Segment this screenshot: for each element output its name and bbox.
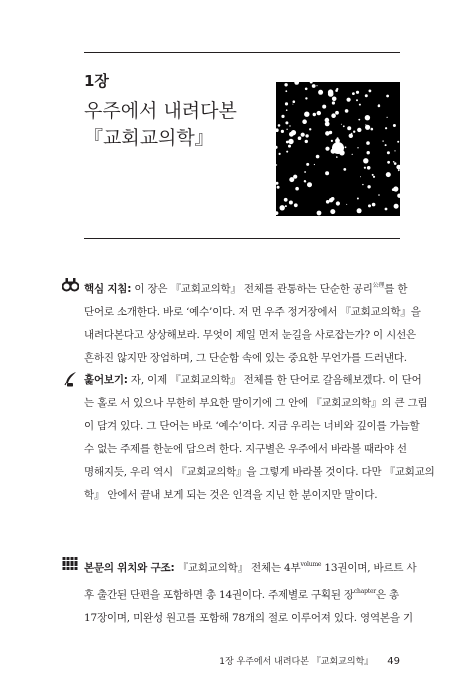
text-line: 학』 안에서 끝내 보게 되는 것은 인격을 지닌 한 분이지만 말이다. [84,489,378,501]
chapter-title-line-1: 우주에서 내려다본 [84,100,237,122]
text-line: 핵심 지침: 이 장은 『교회교의학』 전체를 관통하는 단순한 공리$^{公理}$를 한 [84,282,408,295]
text-line: 수 없는 주제를 한눈에 담으려 한다. 지구별은 우주에서 바라볼 때라야 선 [84,443,407,455]
section-heading: 핵심 지침: [84,283,132,295]
hanja-annotation: 公理 [372,282,385,289]
text-line: 훑어보기: 자, 이제 『교회교의학』 전체를 한 단어로 갈음해보겠다. 이 단어 [84,374,422,386]
section-overview [62,369,435,507]
bottom-rule [84,238,400,239]
chapter-title-line-2: 『교회교의학』 [84,127,214,149]
chapter-number: 1장 [84,72,109,90]
section-heading: 본문의 위치와 구조: [84,562,175,574]
text-line: 는 홀로 서 있으나 무한히 부요한 말이기에 그 안에 『교회교의학』의 큰 그림 [84,397,428,409]
top-rule [84,52,400,53]
section-location-structure [62,553,417,630]
text-line: 17장이며, 미완성 원고를 포함해 78개의 절로 이루어져 있다. 영역본을 기 [84,612,413,624]
text-line: 흔하진 않지만 장엄하며, 그 단순함 속에 있는 중요한 무언가를 드러낸다. [84,352,407,364]
text-line: 본문의 위치와 구조: 『교회교의학』 전체는 4부$^{volume}$ 13권이며, 바르트 사 [84,561,417,574]
galaxy-image [276,82,400,216]
section-core-guide [62,274,421,370]
text-line: 내려다본다고 상상해보라. 무엇이 제일 먼저 눈길을 사로잡는가? 이 시선은 [84,329,416,341]
text-line: 단어로 소개한다. 바로 ‘예수’이다. 저 먼 우주 정거장에서 『교회교의학』을 [84,306,421,318]
books-icon [62,556,79,571]
page-footer [219,654,400,667]
text-line: 명해지듯, 우리 역시 『교회교의학』을 그렇게 바라볼 것이다. 다만 『교회교의 [84,466,435,478]
quill-pen-icon [62,372,79,387]
chapter-title [84,98,237,152]
section-heading: 훑어보기: [84,374,128,386]
running-title: 1장 우주에서 내려다본 『교회교의학』 [219,657,374,667]
binoculars-icon [62,277,79,292]
term-annotation: volume [300,561,322,568]
text-line: 이 담겨 있다. 그 단어는 바로 ‘예수’이다. 지금 우리는 너비와 깊이를 가늠할 [84,420,420,432]
text-line: 후 출간된 단편을 포함하면 총 14권이다. 주제별로 구획된 장$^{chapter}$은 총 [84,588,399,601]
page-number: 49 [387,656,400,667]
term-annotation: chapter [353,588,376,595]
